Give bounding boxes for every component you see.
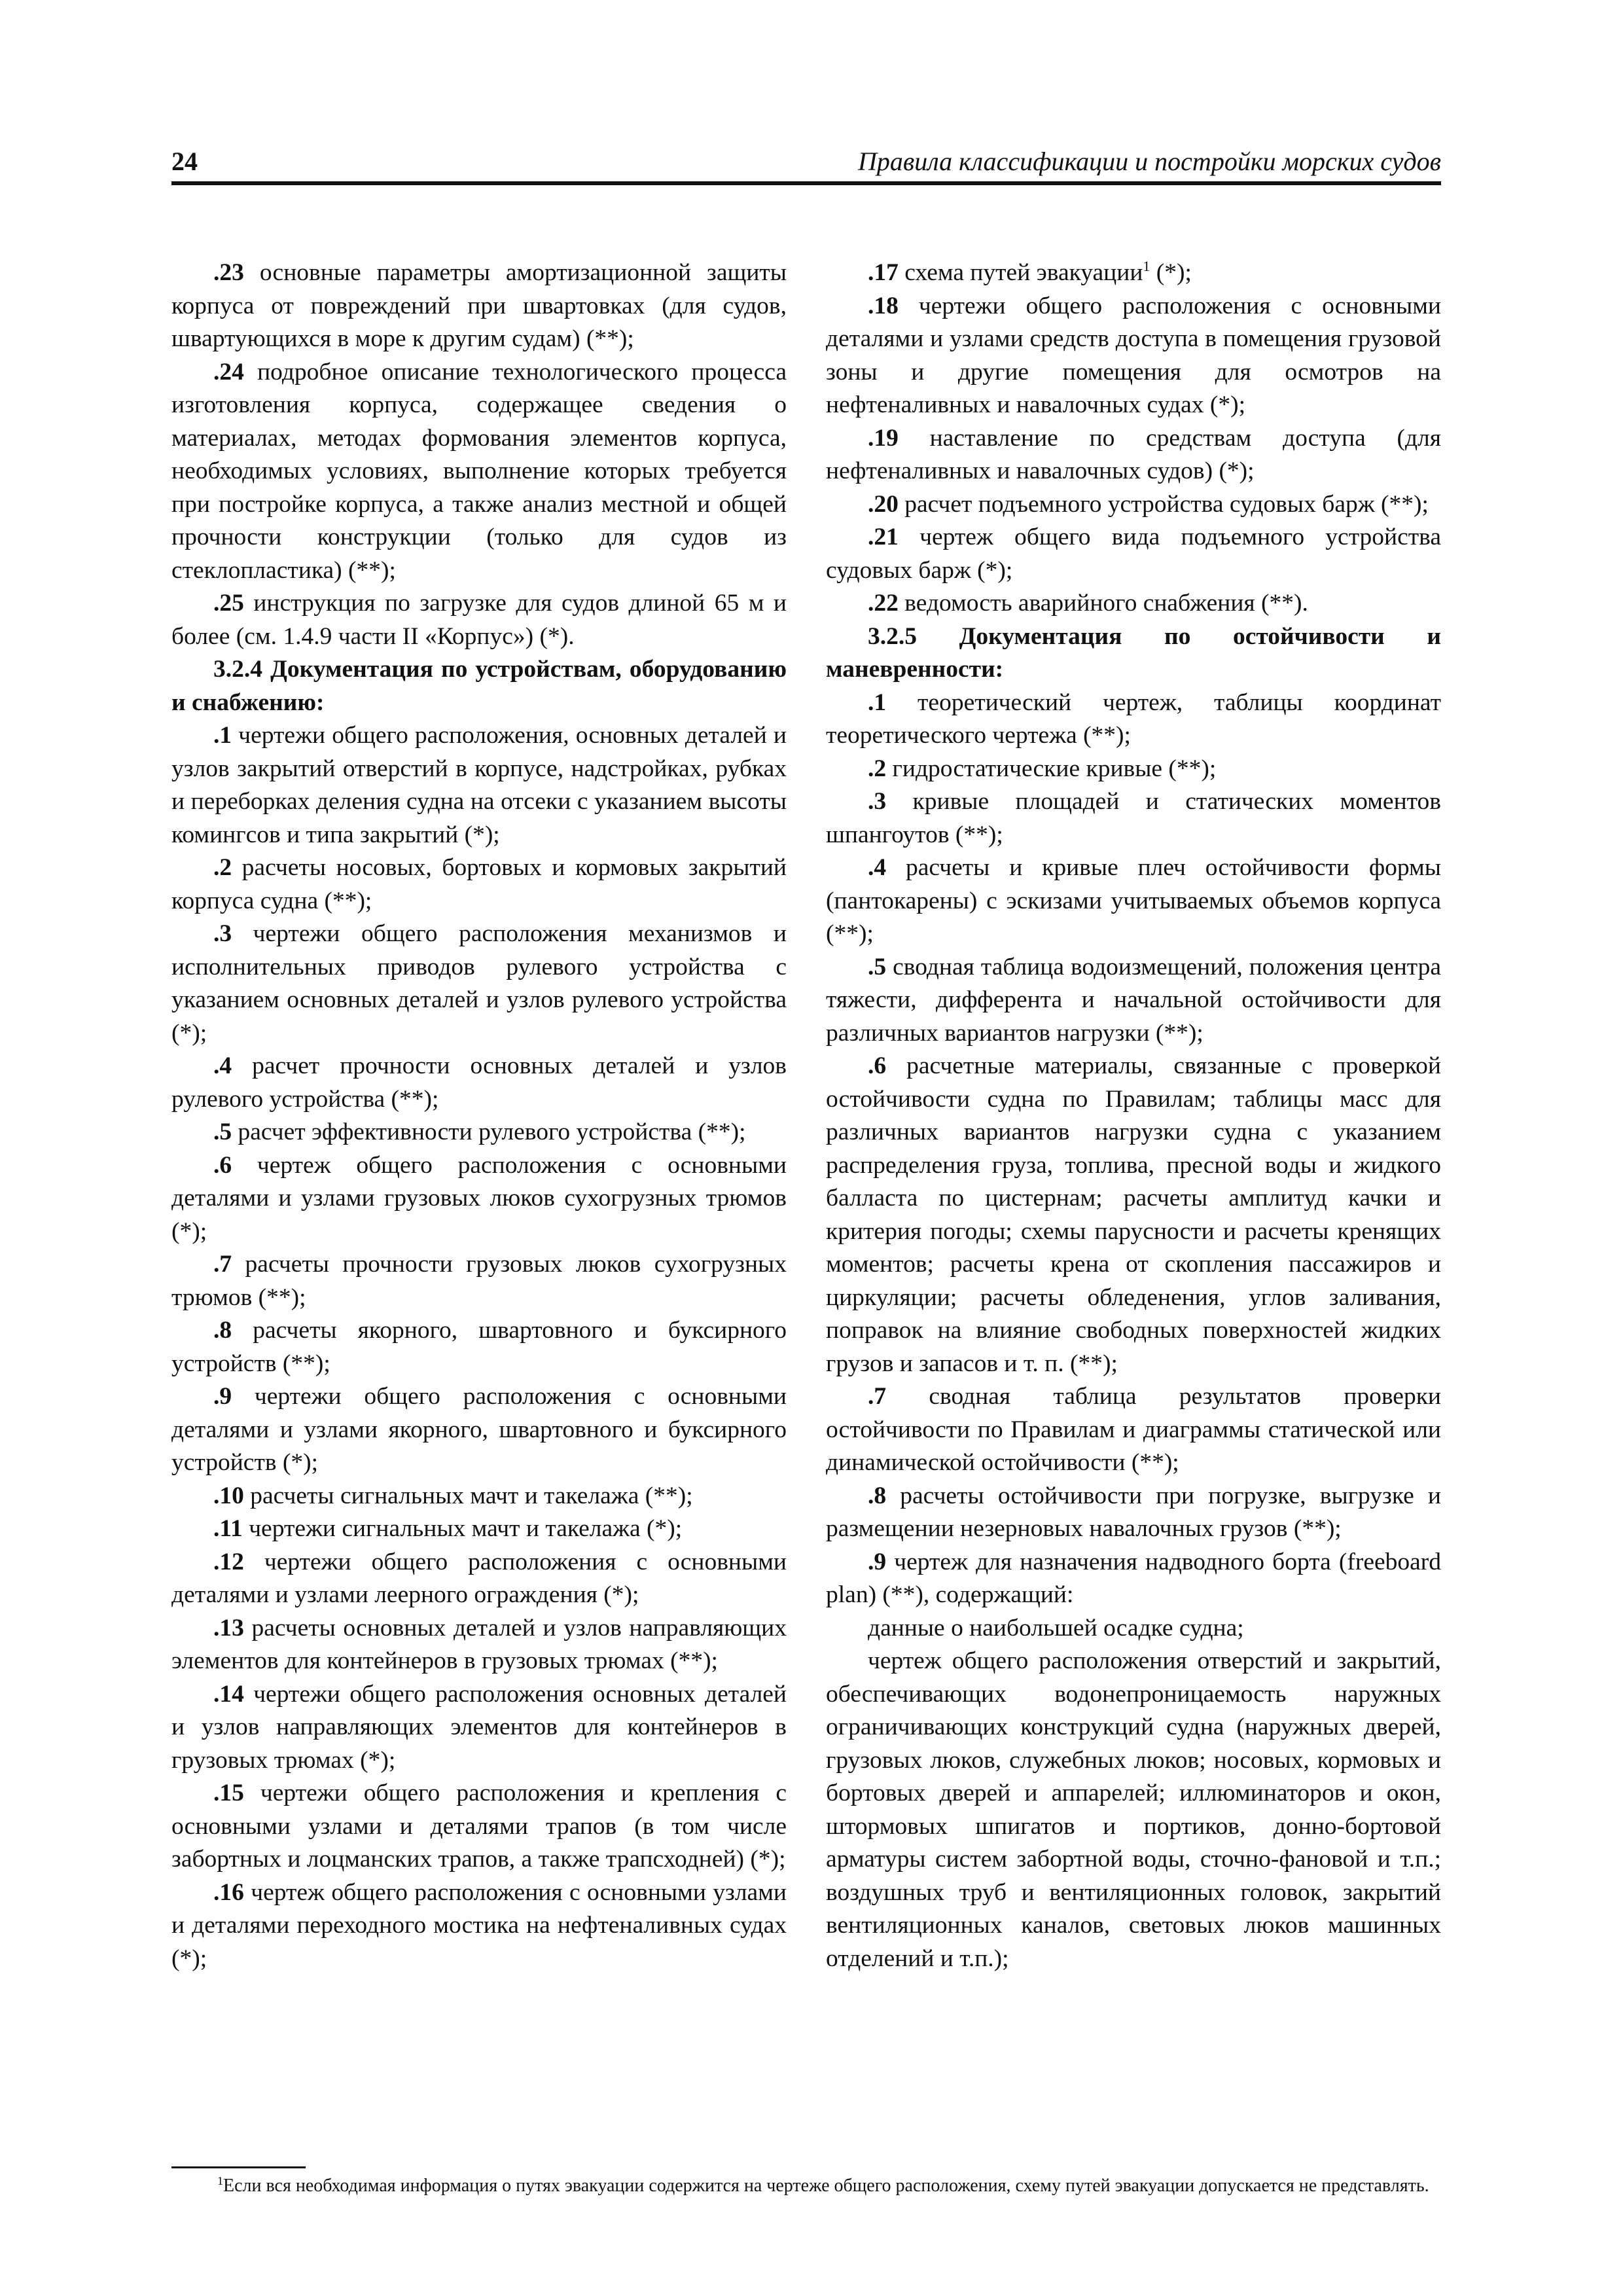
header-rule bbox=[171, 181, 1441, 185]
page-number: 24 bbox=[171, 147, 198, 176]
section-heading: 3.2.4 Документация по устройствам, оборудованию и снабжению: bbox=[171, 656, 787, 716]
clause-item: .14 чертежи общего расположения основных деталей и узлов направляющих элементов для контейнеров в грузовых трюмах (*); bbox=[171, 1680, 787, 1774]
clause-item: .3 кривые площадей и статических моментов шпангоутов (**); bbox=[826, 788, 1441, 848]
footnote bbox=[171, 2174, 1441, 2198]
clause-item: .25 инструкция по загрузке для судов длиной 65 м и более (см. 1.4.9 части II «Корпус») (*). bbox=[171, 590, 787, 650]
section-heading: 3.2.5 Документация по остойчивости и маневренности: bbox=[826, 622, 1441, 683]
clause-item: .19 наставление по средствам доступа (для нефтеналивных и навалочных судов) (*); bbox=[826, 424, 1441, 484]
clause-item: .18 чертежи общего расположения с основными деталями и узлами средств доступа в помещения грузовой зоны и другие помещения для осмотров на нефтеналивных и навалочных судах (*); bbox=[826, 292, 1441, 418]
clause-item: .1 теоретический чертеж, таблицы координат теоретического чертежа (**); bbox=[826, 689, 1441, 749]
clause-item: .8 расчеты якорного, швартовного и буксирного устройств (**); bbox=[171, 1317, 787, 1377]
clause-item: .21 чертеж общего вида подъемного устройства судовых барж (*); bbox=[826, 524, 1441, 584]
clause-item: .8 расчеты остойчивости при погрузке, выгрузке и размещении незерновых навалочных грузов (**); bbox=[826, 1482, 1441, 1542]
left-column bbox=[171, 257, 787, 1975]
clause-item: .1 чертежи общего расположения, основных деталей и узлов закрытий отверстий в корпусе, надстройках, рубках и переборках деления судна на отсеки с указанием высоты комингсов и типа закрытий (*); bbox=[171, 722, 787, 848]
clause-item: .9 чертеж для назначения надводного борта (freeboard plan) (**), содержащий: bbox=[826, 1548, 1441, 1608]
clause-item: .4 расчет прочности основных деталей и узлов рулевого устройства (**); bbox=[171, 1052, 787, 1113]
sub-item: чертеж общего расположения отверстий и закрытий, обеспечивающих водонепроницаемость наружных ограничивающих конструкций судна (наружных дверей, грузовых люков, служебных люков; носовых, кормовых и бортовых дверей и аппарелей; иллюминаторов и окон, штормовых шпигатов и портиков, донно-бортовой арматуры систем забортной воды, сточно-фановой и т.п.; воздушных труб и вентиляционных головок, закрытий вентиляционных каналов, световых люков машинных отделений и т.п.); bbox=[826, 1647, 1441, 1972]
footnote-ref[interactable]: 1 bbox=[1143, 258, 1150, 274]
sub-item: данные о наибольшей осадке судна; bbox=[868, 1614, 1244, 1641]
clause-item: .16 чертеж общего расположения с основными узлами и деталями переходного мостика на нефтеналивных судах (*); bbox=[171, 1878, 787, 1972]
clause-item: .17 схема путей эвакуации$^1$ (*); bbox=[868, 258, 1192, 286]
footnote-text: Если вся необходимая информация о путях эвакуации содержится на чертеже общего расположения, схему путей эвакуации допускается не представлять. bbox=[223, 2176, 1429, 2196]
clause-item: .10 расчеты сигнальных мачт и такелажа (**); bbox=[213, 1482, 693, 1509]
right-column bbox=[826, 257, 1441, 1975]
clause-item: .2 расчеты носовых, бортовых и кормовых закрытий корпуса судна (**); bbox=[171, 854, 787, 914]
clause-item: .7 сводная таблица результатов проверки остойчивости по Правилам и диаграммы статической или динамической остойчивости (**); bbox=[826, 1383, 1441, 1476]
clause-item: .22 ведомость аварийного снабжения (**). bbox=[868, 590, 1308, 617]
clause-item: .11 чертежи сигнальных мачт и такелажа (*); bbox=[213, 1515, 683, 1542]
clause-item: .2 гидростатические кривые (**); bbox=[868, 755, 1217, 782]
clause-item: .5 сводная таблица водоизмещений, положения центра тяжести, дифферента и начальной остойчивости для различных вариантов нагрузки (**); bbox=[826, 953, 1441, 1047]
page-header bbox=[171, 148, 1441, 181]
clause-item: .9 чертежи общего расположения с основными деталями и узлами якорного, швартовного и буксирного устройств (*); bbox=[171, 1383, 787, 1476]
clause-item: .13 расчеты основных деталей и узлов направляющих элементов для контейнеров в грузовых трюмах (**); bbox=[171, 1614, 787, 1674]
clause-item: .5 расчет эффективности рулевого устройства (**); bbox=[213, 1119, 746, 1145]
clause-item: .6 чертеж общего расположения с основными деталями и узлами грузовых люков сухогрузных трюмов (*); bbox=[171, 1151, 787, 1245]
clause-item: .3 чертежи общего расположения механизмов и исполнительных приводов рулевого устройства с указанием основных деталей и узлов рулевого устройства (*); bbox=[171, 920, 787, 1047]
clause-item: .6 расчетные материалы, связанные с проверкой остойчивости судна по Правилам; таблицы масс для различных вариантов нагрузки судна с указанием распределения груза, топлива, пресной воды и жидкого балласта по цистернам; расчеты амплитуд качки и критерия погоды; схемы парусности и расчеты кренящих моментов; расчеты крена от скопления пассажиров и циркуляции; расчеты обледенения, углов заливания, поправок на влияние свободных поверхностей жидких грузов и запасов и т. п. (**); bbox=[826, 1052, 1441, 1377]
footnote-rule bbox=[171, 2166, 306, 2168]
running-title: Правила классификации и постройки морских судов bbox=[857, 147, 1441, 176]
footnote-marker: 1 bbox=[217, 2174, 223, 2187]
clause-item: .23 основные параметры амортизационной защиты корпуса от повреждений при швартовках (для судов, швартующихся в море к другим судам) (**); bbox=[171, 259, 787, 352]
clause-item: .12 чертежи общего расположения с основными деталями и узлами леерного ограждения (*); bbox=[171, 1548, 787, 1608]
clause-item: .15 чертежи общего расположения и крепления с основными узлами и деталями трапов (в том числе забортных и лоцманских трапов, а также трапсходней) (*); bbox=[171, 1780, 787, 1873]
clause-item: .20 расчет подъемного устройства судовых барж (**); bbox=[868, 490, 1429, 518]
clause-item: .24 подробное описание технологического процесса изготовления корпуса, содержащее сведения о материалах, методах формования элементов корпуса, необходимых условиях, выполнение которых требуется при постройке корпуса, а также анализ местной и общей прочности конструкции (только для судов из стеклопластика) (**); bbox=[171, 358, 787, 584]
clause-item: .7 расчеты прочности грузовых люков сухогрузных трюмов (**); bbox=[171, 1251, 787, 1311]
clause-item: .4 расчеты и кривые плеч остойчивости формы (пантокарены) с эскизами учитываемых объемов корпуса (**); bbox=[826, 854, 1441, 947]
